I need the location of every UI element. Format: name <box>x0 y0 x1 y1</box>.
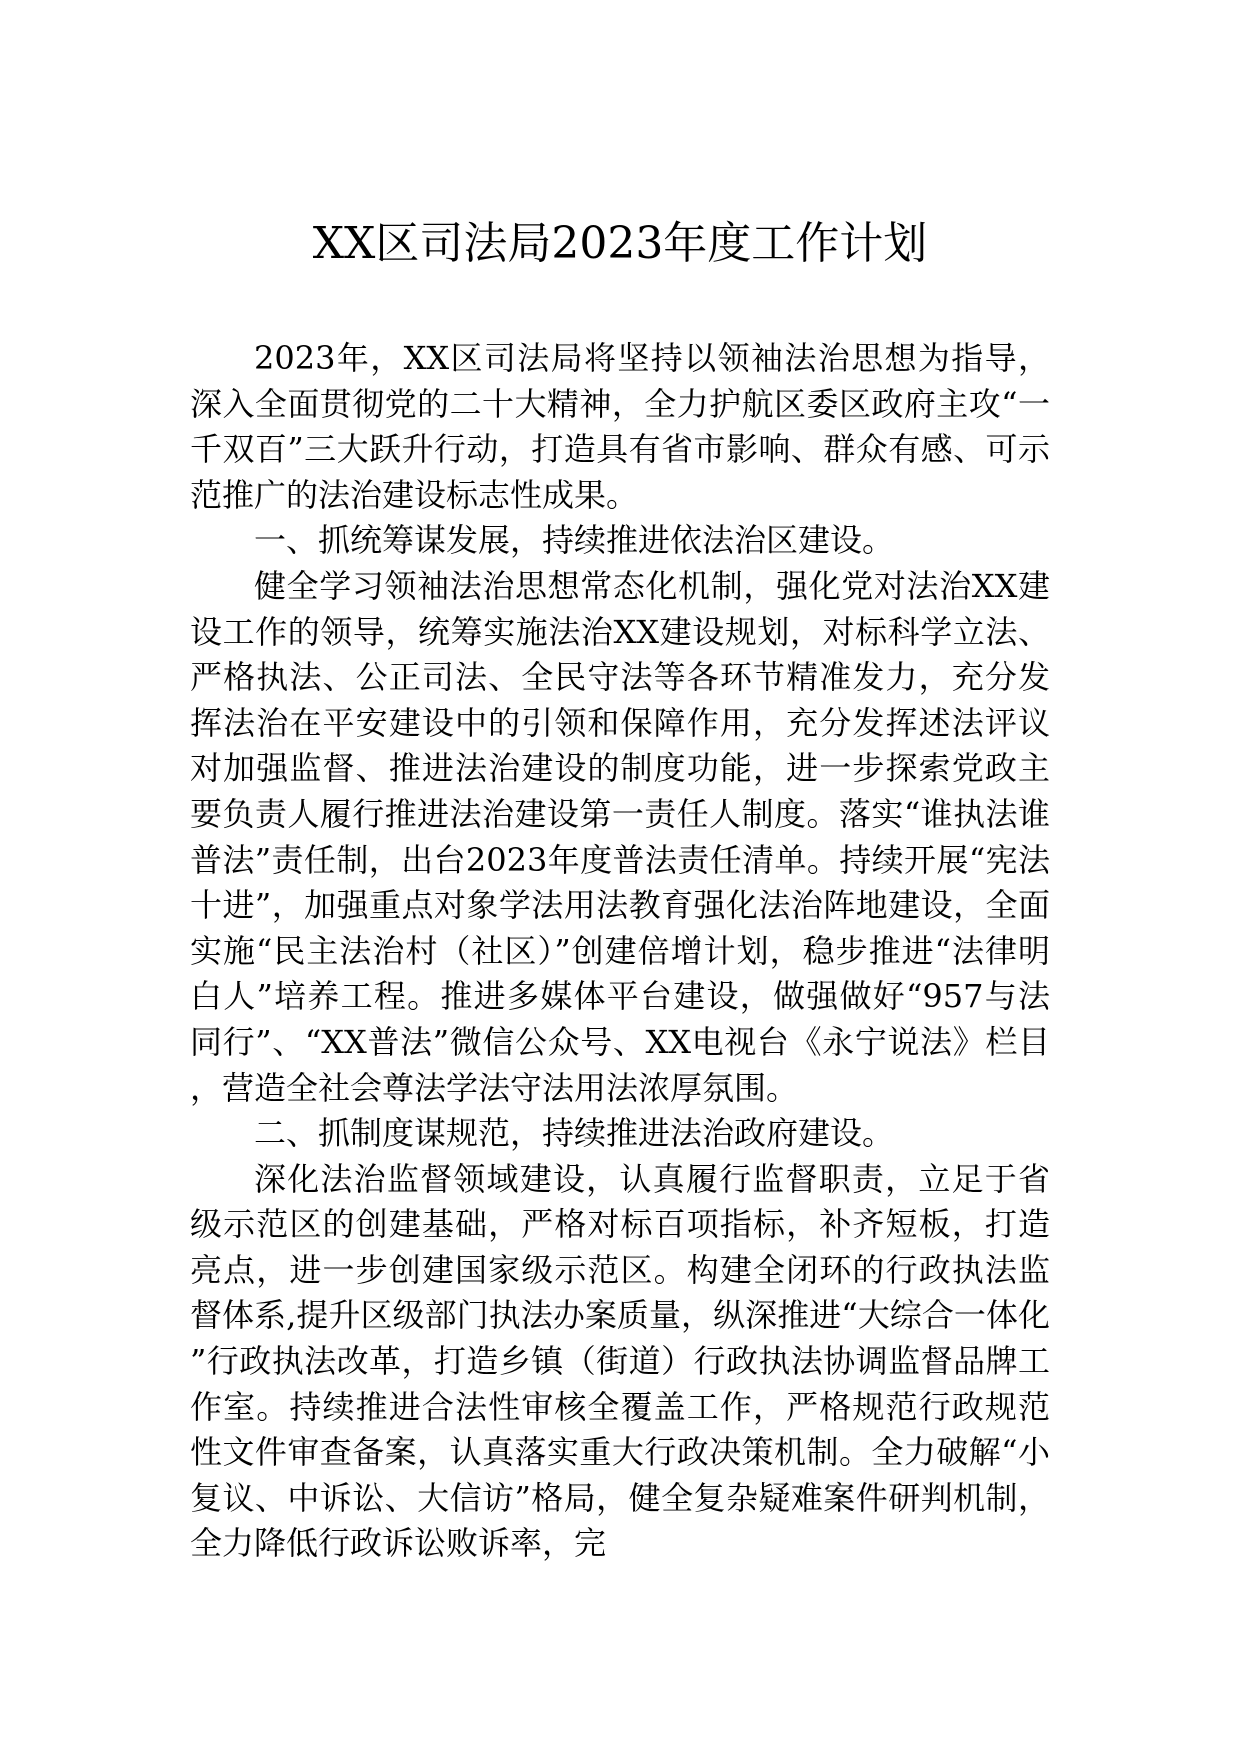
intro-paragraph: 2023年，XX区司法局将坚持以领袖法治思想为指导，深入全面贯彻党的二十大精神，全力护航区委区政府主攻“一千双百”三大跃升行动，打造具有省市影响、群众有感、可示范推广的法治建设标志性成果。 <box>190 339 1050 514</box>
document-title: XX区司法局2023年度工作计划 <box>312 218 928 269</box>
document-body <box>190 336 1050 1567</box>
section-1-paragraph: 健全学习领袖法治思想常态化机制，强化党对法治XX建设工作的领导，统筹实施法治XX建设规划，对标科学立法、严格执法、公正司法、全民守法等各环节精准发力，充分发挥法治在平安建设中的引领和保障作用，充分发挥述法评议对加强监督、推进法治建设的制度功能，进一步探索党政主要负责人履行推进法治建设第一责任人制度。落实“谁执法谁普法”责任制，出台2023年度普法责任清单。持续开展“宪法十进”，加强重点对象学法用法教育强化法治阵地建设，全面实施“民主法治村（社区）”创建倍增计划，稳步推进“法律明白人”培养工程。推进多媒体平台建设，做强做好“957与法同行”、“XX普法”微信公众号、XX电视台《永宁说法》栏目，营造全社会尊法学法守法用法浓厚氛围。 <box>190 566 1050 1107</box>
section-heading-2: 二、抓制度谋规范，持续推进法治政府建设。 <box>254 1114 895 1153</box>
section-heading-1: 一、抓统筹谋发展，持续推进依法治区建设。 <box>254 521 895 560</box>
section-2-paragraph: 深化法治监督领域建设，认真履行监督职责，立足于省级示范区的创建基础，严格对标百项指标，补齐短板，打造亮点，进一步创建国家级示范区。构建全闭环的行政执法监督体系,提升区级部门执法办案质量，纵深推进“大综合一体化”行政执法改革，打造乡镇（街道）行政执法协调监督品牌工作室。持续推进合法性审核全覆盖工作，严格规范行政规范性文件审查备案，认真落实重大行政决策机制。全力破解“小复议、中诉讼、大信访”格局，健全复杂疑难案件研判机制，全力降低行政诉讼败诉率，完 <box>190 1159 1050 1563</box>
